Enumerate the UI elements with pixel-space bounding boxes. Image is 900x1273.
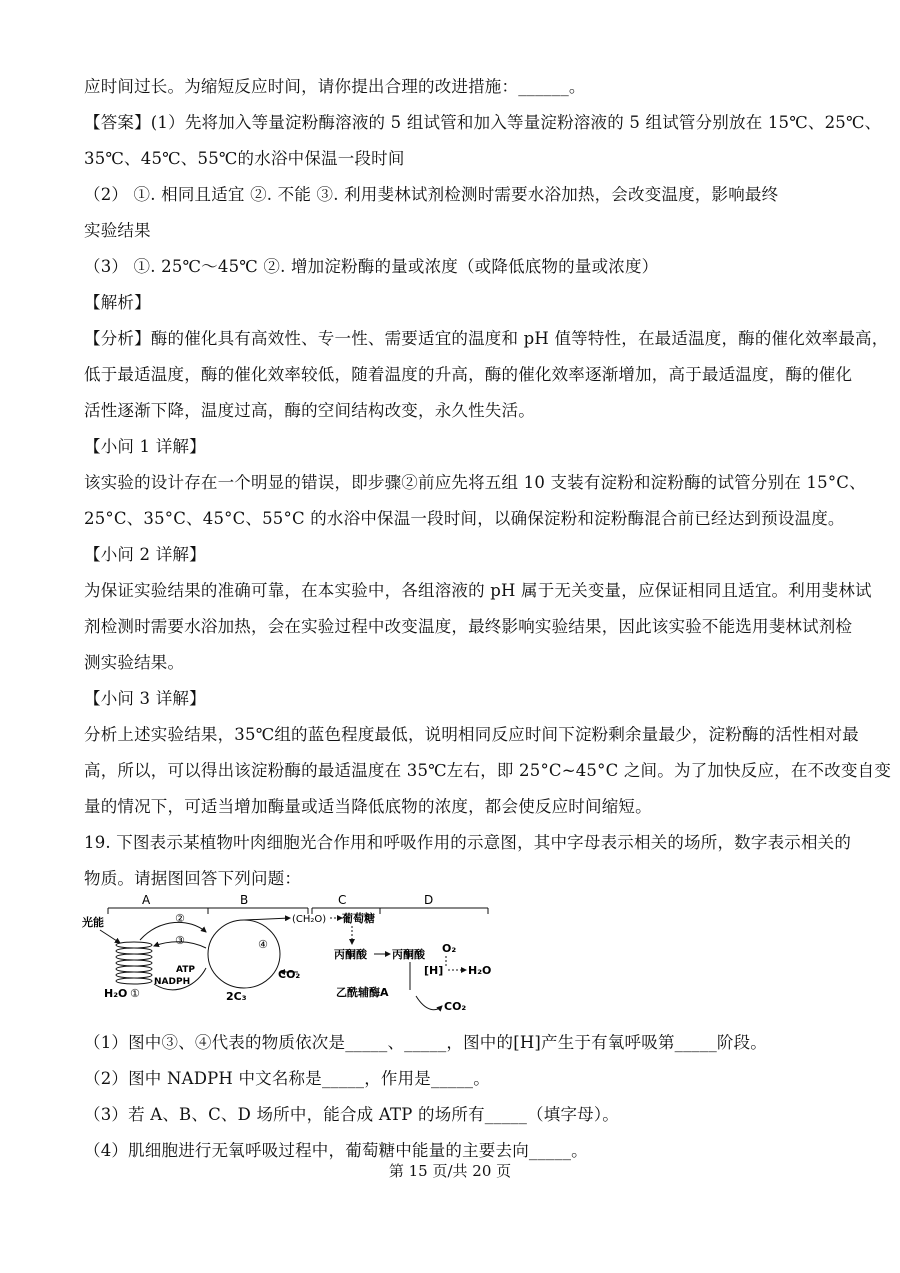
section-heading: 【小问 1 详解】	[84, 437, 206, 456]
co2-left-label: CO₂	[278, 968, 301, 981]
detail-line: 量的情况下，可适当增加酶量或适当降低底物的浓度，都会使反应时间缩短。	[84, 797, 652, 816]
region-label-a: A	[142, 893, 151, 907]
detail-line: 为保证实验结果的准确可靠，在本实验中，各组溶液的 pH 属于无关变量，应保证相同且适宜。利用斐林试	[84, 581, 872, 600]
answer-line: （3） ①. 25℃～45℃ ②. 增加淀粉酶的量或浓度（或降低底物的量或浓度）	[84, 257, 659, 276]
substance-4: ④	[258, 938, 268, 951]
water-right-label: H₂O	[468, 964, 492, 977]
region-label-b: B	[240, 893, 249, 907]
pyruvate-d-label: 丙酮酸	[392, 948, 425, 961]
o2-label: O₂	[442, 942, 457, 955]
page-footer: 第 15 页/共 20 页	[388, 1162, 512, 1180]
detail-line: 高，所以，可以得出该淀粉酶的最适温度在 35℃左右，即 25°C~45°C 之间。为了加快反应，在不改变自变	[84, 761, 892, 780]
analysis-line: 【分析】酶的催化具有高效性、专一性、需要适宜的温度和 pH 值等特性，在最适温度，酶的催化效率最高，	[84, 329, 889, 348]
region-label-d: D	[424, 893, 434, 907]
thylakoid-stack	[116, 942, 152, 984]
c3-label: 2C₃	[226, 990, 247, 1003]
question-2: （2）图中 NADPH 中文名称是_____，作用是_____。	[84, 1069, 490, 1088]
atp-label: ATP	[176, 965, 196, 975]
pyruvate-c-label: 丙酮酸	[334, 948, 367, 961]
question-stem: 物质。请据图回答下列问题：	[84, 869, 302, 888]
light-energy-label: 光能	[82, 916, 104, 929]
detail-line: 测实验结果。	[84, 653, 185, 672]
substance-1: ①	[130, 987, 140, 1000]
h-label: [H]	[424, 964, 444, 977]
region-label-c: C	[338, 893, 347, 907]
detail-line: 该实验的设计存在一个明显的错误，即步骤②前应先将五组 10 支装有淀粉和淀粉酶的试管分别在 15°C、	[84, 473, 866, 492]
glucose-label: 葡萄糖	[342, 912, 375, 925]
substance-2: ②	[175, 912, 185, 925]
detail-line: 25°C、35°C、45°C、55°C 的水浴中保温一段时间，以确保淀粉和淀粉酶混合前已经达到预设温度。	[84, 509, 845, 528]
section-heading: 【小问 3 详解】	[84, 689, 206, 708]
answer-line: 实验结果	[84, 221, 151, 240]
co2-right-label: CO₂	[444, 1000, 467, 1013]
ch2o-label: (CH₂O)	[292, 914, 327, 925]
detail-line: 剂检测时需要水浴加热，会在实验过程中改变温度，最终影响实验结果，因此该实验不能选用斐林试剂检	[84, 617, 853, 636]
photosynthesis-respiration-diagram	[80, 888, 500, 1020]
detail-line: 分析上述实验结果，35℃组的蓝色程度最低，说明相同反应时间下淀粉剩余量最少，淀粉酶的活性相对最	[84, 725, 859, 744]
section-heading: 【解析】	[84, 293, 151, 312]
calvin-cycle	[208, 920, 280, 988]
substance-3: ③	[175, 934, 185, 947]
question-1: （1）图中③、④代表的物质依次是_____、_____，图中的[H]产生于有氧呼吸第_____阶段。	[84, 1033, 768, 1052]
section-heading: 【小问 2 详解】	[84, 545, 206, 564]
nadph-label: NADPH	[154, 977, 191, 987]
question-4: （4）肌细胞进行无氧呼吸过程中，葡萄糖中能量的主要去向_____。	[84, 1141, 588, 1160]
answer-line: （2） ①. 相同且适宜 ②. 不能 ③. 利用斐林试剂检测时需要水浴加热，会改变温度，影响最终	[84, 185, 779, 204]
answer-line: 【答案】(1）先将加入等量淀粉酶溶液的 5 组试管和加入等量淀粉溶液的 5 组试管分别放在 15℃、25℃、	[84, 113, 882, 132]
question-stem: 19. 下图表示某植物叶肉细胞光合作用和呼吸作用的示意图，其中字母表示相关的场所，数字表示相关的	[84, 833, 852, 852]
question-3: （3）若 A、B、C、D 场所中，能合成 ATP 的场所有_____（填字母）。	[84, 1105, 619, 1124]
text-line: 应时间过长。为缩短反应时间，请你提出合理的改进措施：______。	[84, 77, 586, 96]
acetyl-coa-label: 乙酰辅酶A	[336, 986, 389, 999]
analysis-line: 活性逐渐下降，温度过高，酶的空间结构改变，永久性失活。	[84, 401, 535, 420]
answer-line: 35℃、45℃、55℃的水浴中保温一段时间	[84, 149, 405, 168]
water-left-label: H₂O	[104, 987, 128, 1000]
analysis-line: 低于最适温度，酶的催化效率较低，随着温度的升高，酶的催化效率逐渐增加，高于最适温度，酶的催化	[84, 365, 853, 384]
